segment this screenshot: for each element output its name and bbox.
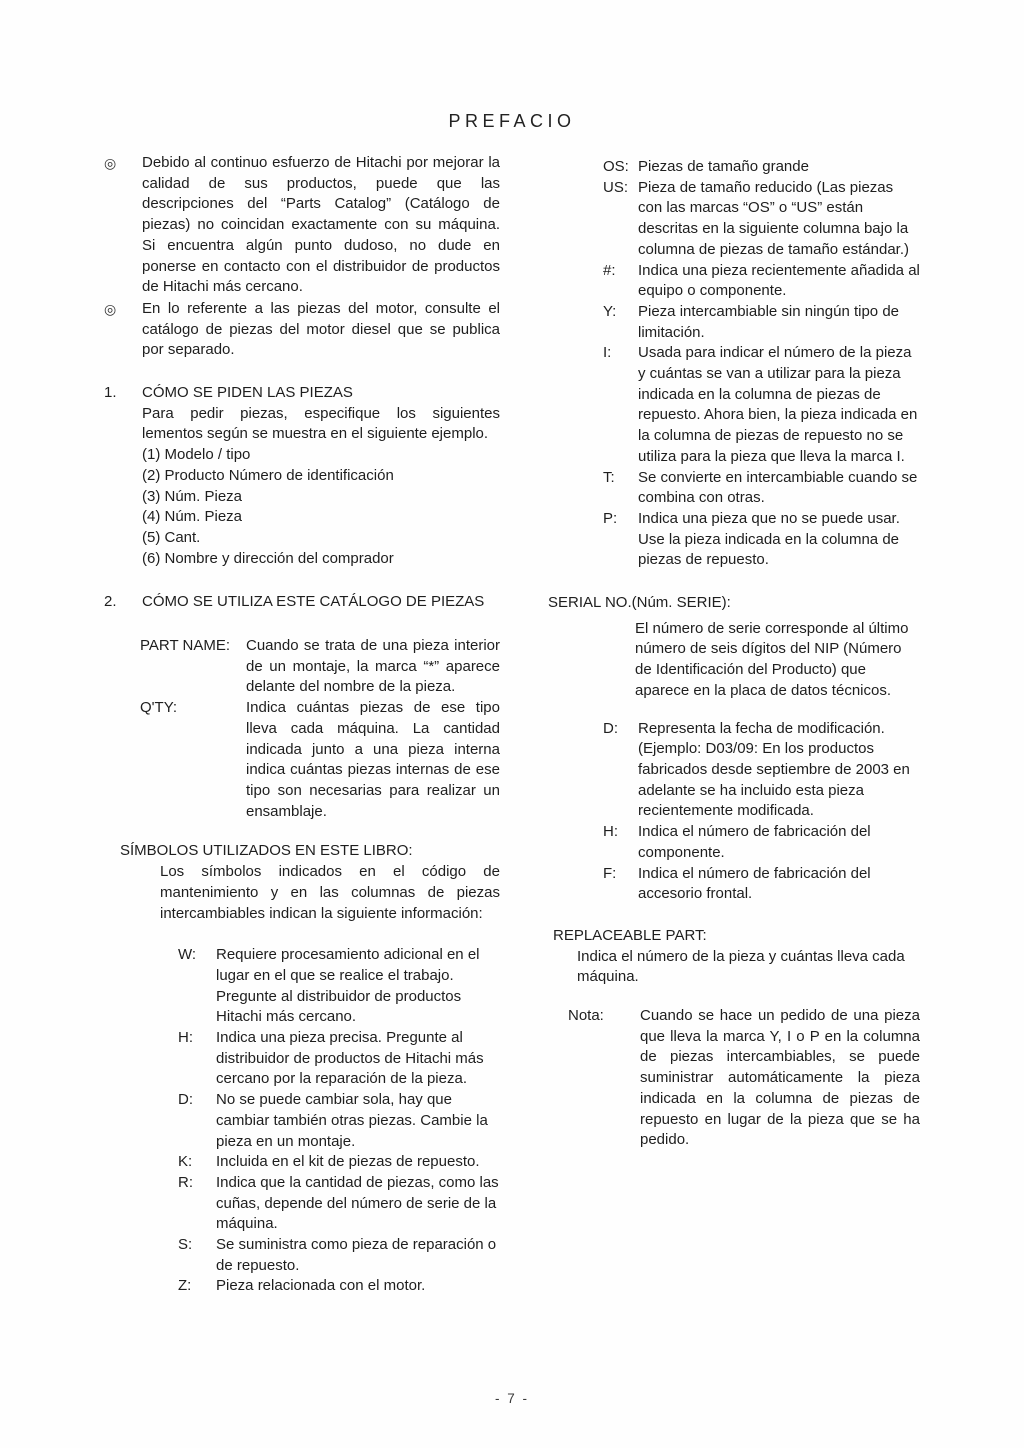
serial-description: El número de serie corresponde al último número de seis dígitos del NIP (Número de Identificación del Producto) que aparece en la placa de datos técnicos.: [635, 619, 909, 699]
definition-term: D:: [603, 719, 618, 737]
definition-row: [603, 468, 920, 509]
page-number: - 7 -: [494, 1391, 529, 1406]
size-mark-definitions: [548, 157, 920, 571]
definition-term: Z:: [178, 1277, 192, 1295]
bullet-paragraph: [104, 153, 500, 298]
symbols-section: [104, 841, 500, 924]
replaceable-part-section: [548, 926, 920, 988]
definition-term: H:: [603, 823, 618, 841]
definition-description: Piezas de tamaño grande: [638, 158, 809, 175]
note-section: [548, 1006, 920, 1151]
definition-description: Indica cuántas piezas de ese tipo lleva cada máquina. La cantidad indicada junto a una pieza interna indica cuántas piezas internas de ese tipo son necesarias para realizar un ensamblaje.: [246, 699, 500, 820]
definition-description: Indica una pieza que no se puede usar. Use la pieza indicada en la columna de piezas de repuesto.: [638, 509, 900, 569]
definition-row: [178, 1090, 500, 1152]
definition-row: [178, 1173, 500, 1235]
definition-term: F:: [603, 864, 617, 882]
list-item: (6) Nombre y dirección del comprador: [142, 549, 394, 567]
definition-term: PART NAME:: [140, 637, 231, 655]
serial-number-section: [548, 593, 920, 702]
definition-row: [140, 636, 500, 698]
definition-row: [178, 1276, 500, 1297]
definition-description: Indica una pieza precisa. Pregunte al distribuidor de productos de Hitachi más cercano por la reparación de la pieza.: [216, 1029, 484, 1088]
note-description: Cuando se hace un pedido de una pieza que lleva la marca Y, I o P en la columna de piezas intercambiables, se puede suministrar automáticamente la pieza indicada en la columna de piezas de repuesto en lugar de la pieza que se ha pedido.: [640, 1007, 920, 1149]
list-item: (3) Núm. Pieza: [142, 487, 243, 505]
definition-term: OS:: [603, 158, 629, 175]
symbols-intro: Los símbolos indicados en el código de mantenimiento y en las columnas de piezas intercambiables indican la siguiente información:: [160, 863, 500, 922]
definition-description: Se convierte en intercambiable cuando se combina con otras.: [638, 468, 918, 507]
definition-term: W:: [178, 946, 197, 964]
right-column: [548, 157, 920, 1151]
definition-row: [603, 343, 920, 467]
symbols-heading: SÍMBOLOS UTILIZADOS EN ESTE LIBRO:: [120, 842, 413, 860]
definition-row: [603, 822, 920, 863]
definition-term: P:: [603, 509, 618, 527]
definition-row: [178, 1235, 500, 1276]
section-intro: Para pedir piezas, especifique los siguientes lementos según se muestra en el siguiente ejemplo.: [142, 404, 500, 443]
definition-row: [178, 1152, 500, 1173]
definition-row: [178, 945, 500, 1028]
definition-description: Usada para indicar el número de la pieza y cuántas se van a utilizar para la pieza indicada en la columna de piezas de repuesto. Ahora bien, la pieza indicada en la columna de piezas de repuesto no se utiliza para la pieza que lleva la marca I.: [638, 344, 918, 465]
definition-term: Y:: [603, 302, 617, 320]
definition-description: Indica el número de fabricación del componente.: [638, 823, 871, 861]
serial-heading: SERIAL NO.(Núm. SERIE):: [548, 594, 731, 612]
definition-description: Pieza relacionada con el motor.: [216, 1277, 426, 1295]
section-how-to-use: [104, 592, 500, 613]
definition-description: Se suministra como pieza de reparación o de repuesto.: [216, 1236, 497, 1274]
note-label: Nota:: [568, 1007, 604, 1025]
definition-row: [603, 509, 920, 571]
definition-description: Incluida en el kit de piezas de repuesto.: [216, 1153, 480, 1171]
definition-description: Indica una pieza recientemente añadida al equipo o componente.: [638, 261, 920, 300]
definition-term: R:: [178, 1173, 193, 1191]
definition-term: T:: [603, 468, 615, 486]
section-number: 2.: [104, 593, 117, 611]
bullseye-bullet-icon: ◎: [104, 300, 117, 317]
definition-description: Requiere procesamiento adicional en el lugar en el que se realice el trabajo. Pregunte al distribuidor de productos Hitachi más cercano.: [216, 946, 480, 1026]
left-column: [104, 153, 500, 1297]
definition-row: [603, 864, 920, 905]
definition-row: [140, 698, 500, 822]
list-item: (5) Cant.: [142, 528, 201, 546]
definition-row: [603, 261, 920, 302]
definition-row: [603, 719, 920, 823]
definition-description: Pieza de tamaño reducido (Las piezas con las marcas “OS” o “US” están descritas en la siguiente columna bajo la columna de piezas de tamaño estándar.): [638, 178, 910, 258]
section-title: CÓMO SE UTILIZA ESTE CATÁLOGO DE PIEZAS: [142, 593, 485, 611]
definition-term: K:: [178, 1153, 193, 1171]
definition-term: #:: [603, 261, 616, 279]
section-title: CÓMO SE PIDEN LAS PIEZAS: [142, 384, 353, 402]
replaceable-heading: REPLACEABLE PART:: [553, 926, 707, 944]
definition-row: [603, 302, 920, 343]
symbol-definitions: [104, 945, 500, 1297]
definition-description: No se puede cambiar sola, hay que cambiar también otras piezas. Cambie la pieza en un montaje.: [216, 1091, 488, 1150]
replaceable-description: Indica el número de la pieza y cuántas lleva cada máquina.: [577, 947, 905, 986]
paragraph-text: Debido al continuo esfuerzo de Hitachi por mejorar la calidad de sus productos, puede que las descripciones del “Parts Catalog” (Catálogo de piezas) no coincidan exactamente con su máquina. Si encuentra algún punto dudoso, no dude en ponerse en contacto con el distribuidor de productos de Hitachi más cercano.: [142, 154, 500, 296]
fabrication-mark-definitions: [548, 719, 920, 905]
definition-description: Cuando se trata de una pieza interior de un montaje, la marca “*” aparece delante del nombre de la pieza.: [246, 637, 500, 696]
definition-description: Indica el número de fabricación del accesorio frontal.: [638, 864, 871, 903]
definition-term: H:: [178, 1029, 193, 1047]
list-item: (2) Producto Número de identificación: [142, 466, 394, 484]
bullseye-bullet-icon: ◎: [104, 155, 117, 171]
definition-term: D:: [178, 1091, 193, 1109]
definition-description: Pieza intercambiable sin ningún tipo de limitación.: [638, 302, 899, 341]
page-title: PREFACIO: [448, 111, 576, 131]
definition-term: S:: [178, 1236, 193, 1254]
section-how-to-order: [104, 383, 500, 569]
definition-row: [603, 157, 920, 178]
definition-term: US:: [603, 178, 629, 196]
definition-row: [178, 1028, 500, 1090]
definition-term: Q'TY:: [140, 699, 178, 717]
list-item: (1) Modelo / tipo: [142, 446, 251, 464]
definition-description: Representa la fecha de modificación. (Ejemplo: D03/09: En los productos fabricados desde septiembre de 2003 en adelante se ha incluido esta pieza recientemente modificada.: [638, 719, 910, 820]
definition-term: I:: [603, 344, 612, 362]
section-number: 1.: [104, 384, 117, 402]
bullet-paragraph: [104, 299, 500, 361]
paragraph-text: En lo referente a las piezas del motor, consulte el catálogo de piezas del motor diesel que se publica por separado.: [142, 299, 500, 359]
part-name-definitions: [104, 636, 500, 822]
list-item: (4) Núm. Pieza: [142, 508, 243, 526]
definition-description: Indica que la cantidad de piezas, como las cuñas, depende del número de serie de la máquina.: [216, 1173, 499, 1233]
definition-row: [603, 178, 920, 261]
